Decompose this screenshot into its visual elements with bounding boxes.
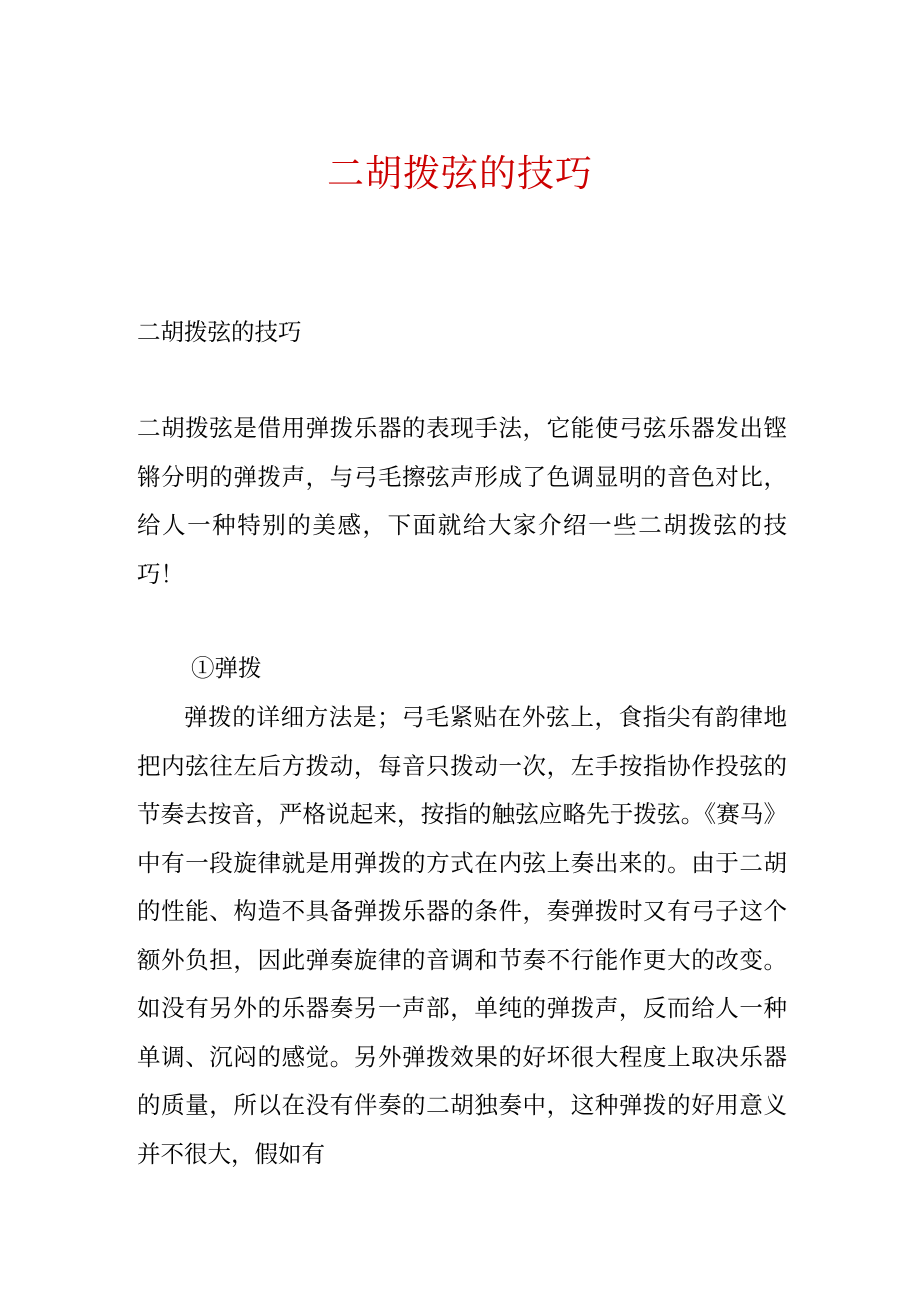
section-body-paragraph: 弹拨的详细方法是；弓毛紧贴在外弦上，食指尖有韵律地把内弦往左后方拨动，每音只拨动一次，左手按指协作投弦的节奏去按音，严格说起来，按指的触弦应略先于拨弦。《赛马》中有一段旋律就是用弹拨的方式在内弦上奏出来的。由于二胡的性能、构造不具备弹拨乐器的条件，奏弹拨时又有弓子这个额外负担，因此弹奏旋律的音调和节奏不行能作更大的改变。如没有另外的乐器奏另一声部，单纯的弹拨声，反而给人一种单调、沉闷的感觉。另外弹拨效果的好坏很大程度上取决乐器的质量，所以在没有伴奏的二胡独奏中，这种弹拨的好用意义并不很大，假如有 — [137, 703, 787, 1168]
intro-paragraph: 二胡拨弦是借用弹拨乐器的表现手法，它能使弓弦乐器发出铿锵分明的弹拨声，与弓毛擦弦声形成了色调显明的音色对比，给人一种特别的美感，下面就给大家介绍一些二胡拨弦的技巧！ — [137, 414, 787, 588]
section-heading-tanbo: ①弹拨 — [191, 654, 262, 682]
document-title: 二胡拨弦的技巧 — [327, 152, 593, 195]
document-subtitle: 二胡拨弦的技巧 — [137, 318, 302, 346]
